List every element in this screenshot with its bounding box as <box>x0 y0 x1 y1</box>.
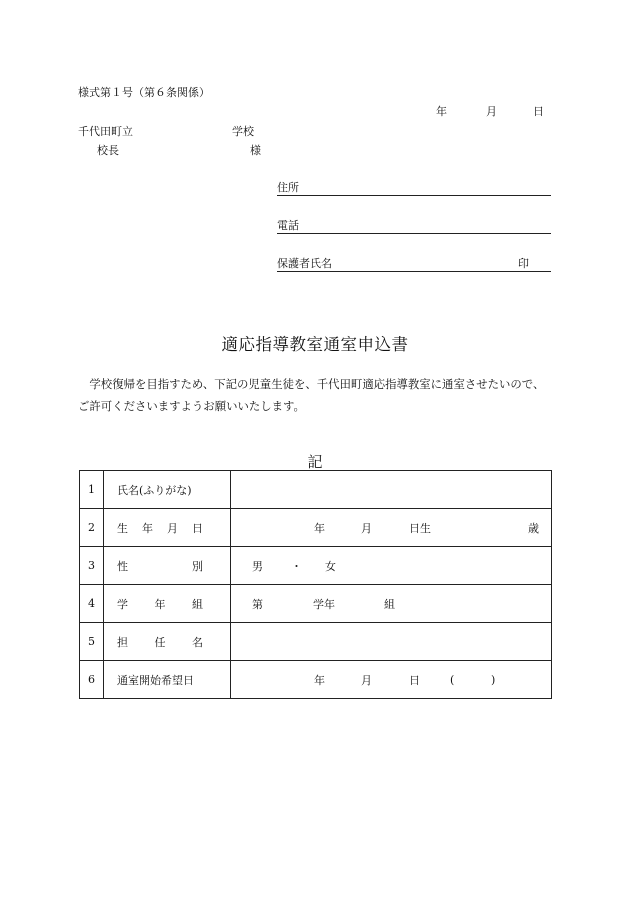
grade-class-input[interactable] <box>231 585 552 623</box>
sex-label <box>104 547 231 585</box>
application-table <box>79 470 552 699</box>
female-option[interactable]: 女 <box>325 559 336 573</box>
sex-label-char: 性 <box>117 559 128 573</box>
birthdate-input[interactable] <box>231 509 552 547</box>
start-month-unit: 月 <box>361 673 372 687</box>
weekday-open-paren: ( <box>450 673 455 686</box>
guardian-name-field[interactable] <box>277 255 551 272</box>
birth-month-unit: 月 <box>361 521 372 535</box>
birthdate-label-char: 年 <box>142 521 153 535</box>
date-day-label: 日 <box>533 105 544 118</box>
birth-day-unit: 日生 <box>409 521 431 535</box>
teacher-input[interactable] <box>231 623 552 661</box>
start-day-unit: 日 <box>409 673 420 687</box>
date-year-label: 年 <box>436 105 447 118</box>
name-input[interactable] <box>231 471 552 509</box>
row-number: 2 <box>80 509 104 547</box>
separator-dot: ・ <box>291 559 302 573</box>
date-month-label: 月 <box>486 105 497 118</box>
birthdate-label-char: 月 <box>167 521 178 535</box>
document-title: 適応指導教室通室申込書 <box>221 335 409 354</box>
table-row <box>80 661 552 699</box>
weekday-close-paren: ) <box>491 673 496 686</box>
teacher-label-char: 任 <box>154 635 166 649</box>
start-year-unit: 年 <box>314 673 325 687</box>
sex-label-char: 別 <box>192 559 203 573</box>
request-text-line2: ご許可くださいますようお願いいたします。 <box>78 399 305 413</box>
birth-year-unit: 年 <box>314 521 325 535</box>
addressee-school: 学校 <box>232 125 254 138</box>
class-unit: 組 <box>384 597 395 611</box>
seal-label: 印 <box>518 257 529 270</box>
table-row <box>80 471 552 509</box>
age-unit: 歳 <box>528 521 539 535</box>
row-number: 4 <box>80 585 104 623</box>
birthdate-label-char: 日 <box>192 521 203 535</box>
row-number: 3 <box>80 547 104 585</box>
guardian-label: 保護者氏名 <box>277 257 332 270</box>
grade-label-char: 組 <box>192 597 203 611</box>
request-text <box>78 373 544 417</box>
grade-label-char: 年 <box>154 597 166 611</box>
row-number: 5 <box>80 623 104 661</box>
table-row <box>80 585 552 623</box>
phone-field[interactable] <box>277 217 551 234</box>
teacher-label <box>104 623 231 661</box>
teacher-label-char: 担 <box>117 635 128 649</box>
table-row <box>80 509 552 547</box>
grade-class-label <box>104 585 231 623</box>
address-label: 住所 <box>277 181 299 194</box>
table-row <box>80 547 552 585</box>
start-date-label: 通室開始希望日 <box>104 661 231 699</box>
teacher-label-char: 名 <box>192 635 203 649</box>
start-date-input[interactable] <box>231 661 552 699</box>
row-number: 1 <box>80 471 104 509</box>
grade-label-char: 学 <box>117 597 128 611</box>
ki-heading: 記 <box>307 453 323 471</box>
grade-prefix: 第 <box>252 597 263 611</box>
table-row <box>80 623 552 661</box>
grade-unit: 学年 <box>313 597 335 611</box>
form-number: 様式第１号（第６条関係） <box>78 86 210 99</box>
name-label: 氏名(ふりがな) <box>104 471 231 509</box>
addressee-principal: 校長 <box>97 144 119 157</box>
addressee-honorific: 様 <box>250 144 261 157</box>
birthdate-label-char: 生 <box>117 521 128 535</box>
birthdate-label <box>104 509 231 547</box>
address-field[interactable] <box>277 179 551 196</box>
male-option[interactable]: 男 <box>252 559 263 573</box>
row-number: 6 <box>80 661 104 699</box>
request-text-line1: 学校復帰を目指すため、下記の児童生徒を、千代田町適応指導教室に通室させたいので、 <box>89 377 545 391</box>
sex-input[interactable] <box>231 547 552 585</box>
phone-label: 電話 <box>277 219 299 232</box>
addressee-town: 千代田町立 <box>78 125 133 138</box>
